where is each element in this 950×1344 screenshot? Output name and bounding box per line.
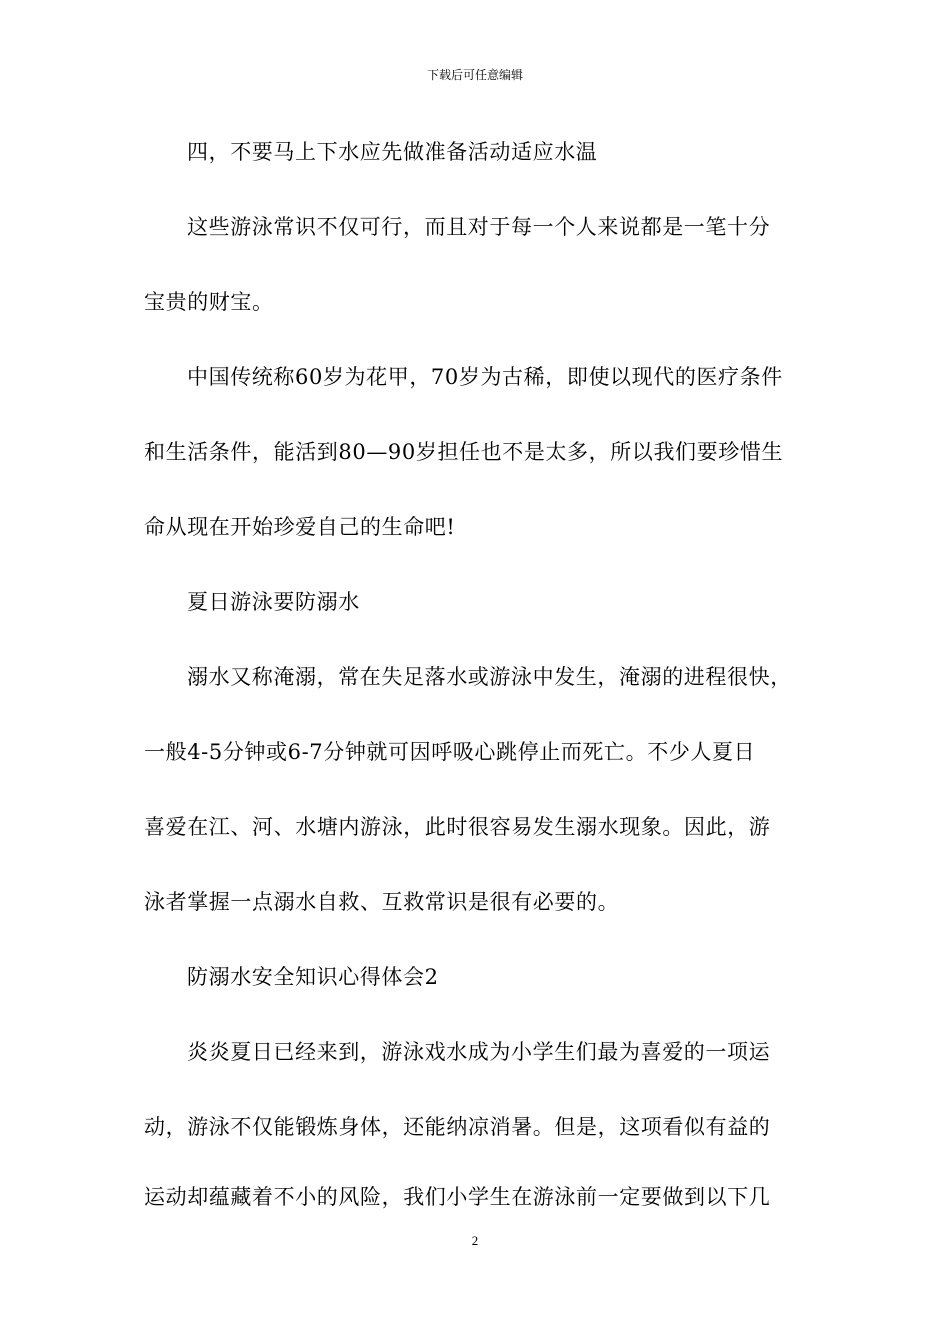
text-line: 炎炎夏日已经来到，游泳戏水成为小学生们最为喜爱的一项运 bbox=[187, 1040, 771, 1064]
text-line: 命从现在开始珍爱自己的生命吧! bbox=[144, 515, 456, 539]
page-header: 下载后可任意编辑 bbox=[426, 68, 523, 82]
section-heading: 夏日游泳要防溺水 bbox=[187, 590, 360, 614]
text-line: 一般4-5分钟或6-7分钟就可因呼吸心跳停止而死亡。不少人夏日 bbox=[144, 740, 756, 764]
text-line: 泳者掌握一点溺水自救、互救常识是很有必要的。 bbox=[144, 890, 620, 914]
text-line: 和生活条件，能活到80—90岁担任也不是太多，所以我们要珍惜生 bbox=[144, 440, 784, 464]
text-line: 中国传统称60岁为花甲，70岁为古稀，即使以现代的医疗条件 bbox=[187, 365, 783, 389]
text-line: 四，不要马上下水应先做准备活动适应水温 bbox=[187, 140, 598, 164]
text-line: 运动却蕴藏着不小的风险，我们小学生在游泳前一定要做到以下几 bbox=[144, 1185, 771, 1209]
text-line: 溺水又称淹溺，常在失足落水或游泳中发生，淹溺的进程很快， bbox=[187, 665, 792, 689]
text-line: 喜爱在江、河、水塘内游泳，此时很容易发生溺水现象。因此，游 bbox=[144, 815, 771, 839]
section-heading: 防溺水安全知识心得体会2 bbox=[187, 965, 439, 989]
text-line: 这些游泳常识不仅可行，而且对于每一个人来说都是一笔十分 bbox=[187, 215, 771, 239]
page-number: 2 bbox=[471, 1233, 479, 1248]
text-line: 宝贵的财宝。 bbox=[144, 290, 274, 314]
text-line: 动，游泳不仅能锻炼身体，还能纳凉消暑。但是，这项看似有益的 bbox=[144, 1115, 771, 1139]
